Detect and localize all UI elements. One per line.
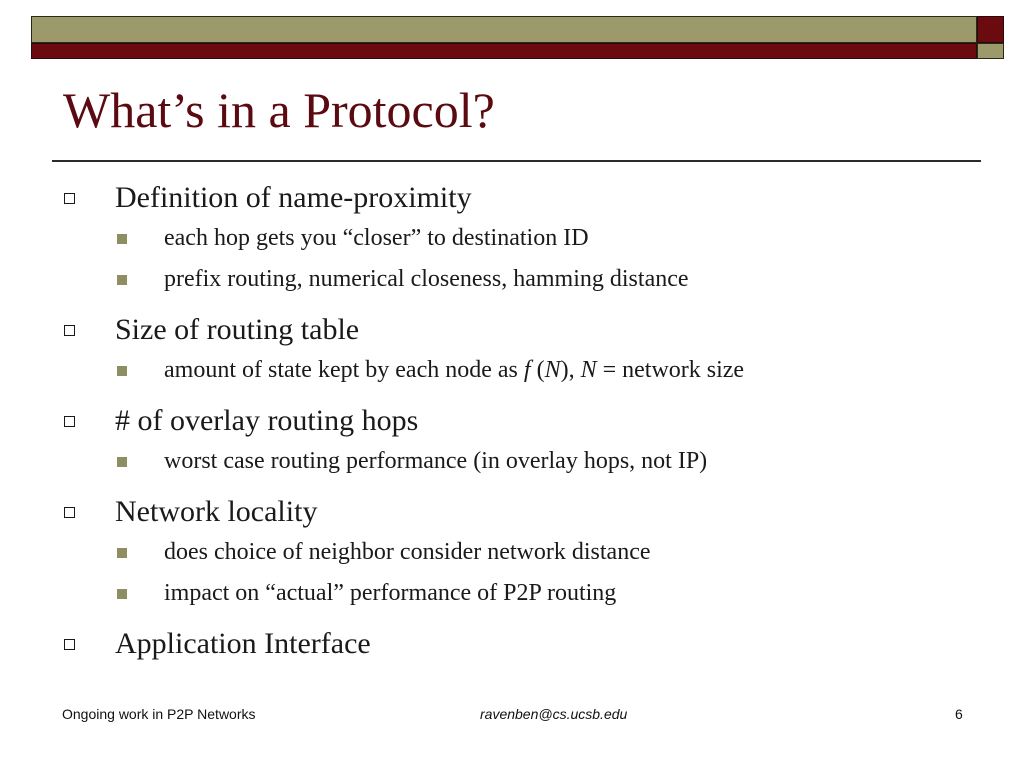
slide-content bbox=[62, 178, 992, 664]
hollow-square-bullet-icon bbox=[64, 639, 75, 650]
slide-title: What’s in a Protocol? bbox=[63, 82, 495, 138]
hollow-square-bullet-icon bbox=[64, 193, 75, 204]
bullet-routing-table-size bbox=[62, 310, 992, 350]
bullet-text: # of overlay routing hops bbox=[115, 404, 419, 437]
sub-bullet bbox=[62, 573, 992, 614]
sub-bullet bbox=[62, 218, 992, 259]
hollow-square-bullet-icon bbox=[64, 416, 75, 427]
footer-email: ravenben@cs.ucsb.edu bbox=[480, 706, 628, 722]
header-bar-olive bbox=[31, 16, 977, 43]
sub-bullet-text: amount of state kept by each node as f (N), N = network size bbox=[164, 357, 745, 383]
sub-bullet-text: impact on “actual” performance of P2P routing bbox=[164, 580, 617, 606]
sub-bullet bbox=[62, 532, 992, 573]
filled-square-bullet-icon bbox=[117, 589, 127, 599]
page-number: 6 bbox=[955, 706, 963, 722]
filled-square-bullet-icon bbox=[117, 457, 127, 467]
sub-bullet bbox=[62, 259, 992, 300]
header-square-olive bbox=[977, 43, 1004, 59]
title-divider bbox=[52, 160, 981, 162]
footer-title: Ongoing work in P2P Networks bbox=[62, 706, 256, 722]
bullet-text: Network locality bbox=[115, 495, 318, 528]
bullet-text: Definition of name-proximity bbox=[115, 181, 472, 214]
sub-bullet-text: prefix routing, numerical closeness, hamming distance bbox=[164, 266, 689, 292]
filled-square-bullet-icon bbox=[117, 234, 127, 244]
sub-bullet-text: does choice of neighbor consider network distance bbox=[164, 539, 651, 565]
filled-square-bullet-icon bbox=[117, 275, 127, 285]
bullet-overlay-hops bbox=[62, 401, 992, 441]
hollow-square-bullet-icon bbox=[64, 325, 75, 336]
filled-square-bullet-icon bbox=[117, 366, 127, 376]
sub-bullet bbox=[62, 350, 992, 391]
header-square-maroon bbox=[977, 16, 1004, 43]
sub-bullet-text: worst case routing performance (in overlay hops, not IP) bbox=[164, 448, 708, 474]
bullet-application-interface bbox=[62, 624, 992, 664]
sub-bullet bbox=[62, 441, 992, 482]
bullet-name-proximity bbox=[62, 178, 992, 218]
bullet-text: Application Interface bbox=[115, 627, 371, 660]
sub-bullet-text: each hop gets you “closer” to destination ID bbox=[164, 225, 589, 251]
hollow-square-bullet-icon bbox=[64, 507, 75, 518]
bullet-text: Size of routing table bbox=[115, 313, 360, 346]
header-bar-maroon bbox=[31, 43, 977, 59]
filled-square-bullet-icon bbox=[117, 548, 127, 558]
bullet-network-locality bbox=[62, 492, 992, 532]
